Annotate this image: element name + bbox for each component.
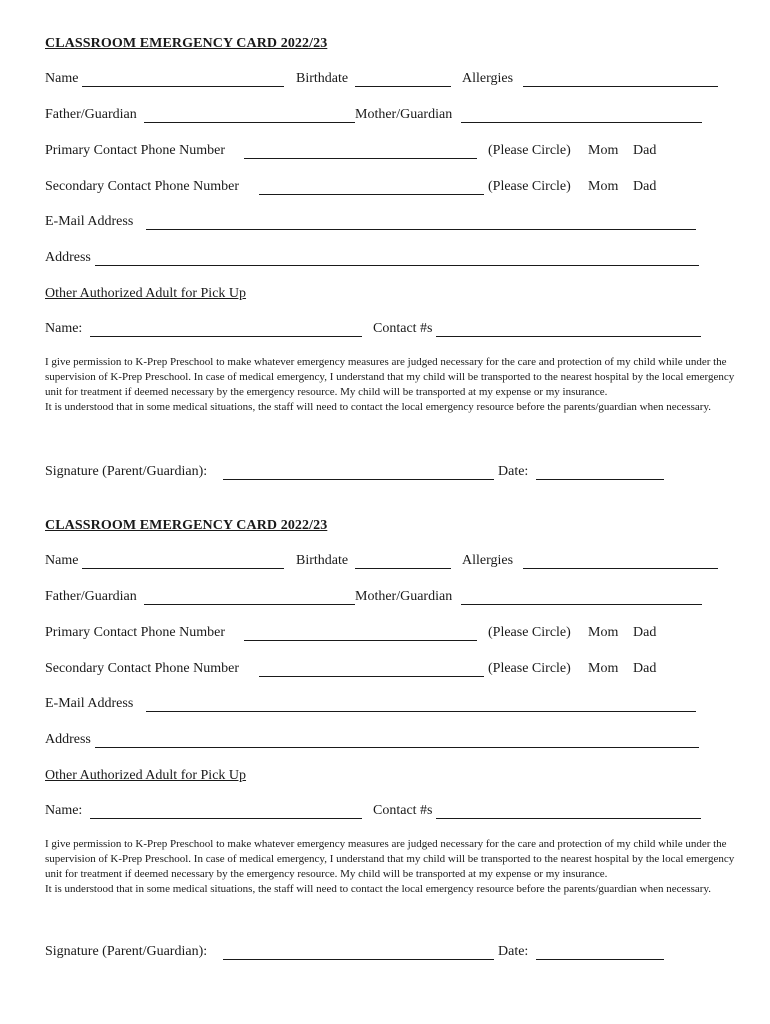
birthdate-field[interactable] [355,86,451,87]
name-label: Name [45,71,79,86]
mom-option[interactable]: Mom [588,179,619,194]
date-field[interactable] [536,959,664,960]
email-field[interactable] [146,229,696,230]
address-label: Address [45,732,91,747]
secondary-phone-row [45,179,735,197]
date-label: Date: [498,464,529,479]
pickup-name-field[interactable] [90,818,362,819]
address-field[interactable] [95,265,699,266]
contact-label: Contact #s [373,803,433,818]
email-label: E-Mail Address [45,696,134,711]
signature-row [45,464,735,482]
mother-guardian-field[interactable] [461,604,702,605]
pickup-name-field[interactable] [90,336,362,337]
name-label: Name [45,553,79,568]
secondary-phone-label: Secondary Contact Phone Number [45,179,240,194]
address-row [45,250,735,268]
signature-label: Signature (Parent/Guardian): [45,944,208,959]
mother-guardian-field[interactable] [461,122,702,123]
card-title: CLASSROOM EMERGENCY CARD 2022/23 [45,518,328,533]
primary-phone-label: Primary Contact Phone Number [45,143,226,158]
father-guardian-label: Father/Guardian [45,589,137,604]
father-guardian-label: Father/Guardian [45,107,137,122]
signature-field[interactable] [223,959,494,960]
please-circle-text: (Please Circle) [488,625,571,640]
card-title: CLASSROOM EMERGENCY CARD 2022/23 [45,36,328,51]
signature-row [45,944,735,962]
permission-paragraph [45,837,735,897]
mom-option[interactable]: Mom [588,143,619,158]
address-row [45,732,735,750]
email-label: E-Mail Address [45,214,134,229]
permission-paragraph [45,355,735,415]
date-label: Date: [498,944,529,959]
primary-phone-field[interactable] [244,158,477,159]
primary-phone-row [45,625,735,643]
primary-phone-label: Primary Contact Phone Number [45,625,226,640]
secondary-phone-field[interactable] [259,676,484,677]
understood-text: It is understood that in some medical situations, the staff will need to contact the local emergency resource before the parents/guardian when necessary. [45,401,711,413]
contact-field[interactable] [436,818,701,819]
secondary-phone-field[interactable] [259,194,484,195]
name-field[interactable] [82,568,284,569]
other-adult-heading: Other Authorized Adult for Pick Up [45,286,247,301]
name-birthdate-allergies-row [45,553,735,571]
address-label: Address [45,250,91,265]
contact-label: Contact #s [373,321,433,336]
allergies-field[interactable] [523,568,718,569]
please-circle-text: (Please Circle) [488,661,571,676]
allergies-field[interactable] [523,86,718,87]
dad-option[interactable]: Dad [633,661,657,676]
pickup-name-label: Name: [45,321,83,336]
father-guardian-field[interactable] [144,604,355,605]
dad-option[interactable]: Dad [633,625,657,640]
address-field[interactable] [95,747,699,748]
mom-option[interactable]: Mom [588,661,619,676]
name-birthdate-allergies-row [45,71,735,89]
birthdate-label: Birthdate [296,71,349,86]
email-field[interactable] [146,711,696,712]
guardians-row [45,107,735,125]
allergies-label: Allergies [462,71,514,86]
other-adult-heading: Other Authorized Adult for Pick Up [45,768,247,783]
signature-label: Signature (Parent/Guardian): [45,464,208,479]
allergies-label: Allergies [462,553,514,568]
date-field[interactable] [536,479,664,480]
guardians-row [45,589,735,607]
dad-option[interactable]: Dad [633,143,657,158]
mother-guardian-label: Mother/Guardian [355,107,453,122]
birthdate-field[interactable] [355,568,451,569]
dad-option[interactable]: Dad [633,179,657,194]
mother-guardian-label: Mother/Guardian [355,589,453,604]
understood-text: It is understood that in some medical situations, the staff will need to contact the local emergency resource before the parents/guardian when necessary. [45,883,711,895]
permission-text: I give permission to K-Prep Preschool to make whatever emergency measures are judged necessary for the care and protection of my child while under the supervision of K-Prep Preschool. In case of medical emergency, I understand that my child will be transported to the nearest hospital by the local emergency unit for treatment if deemed necessary by the emergency resource. My child will be transported at my expense or my insurance. [45,838,735,880]
primary-phone-field[interactable] [244,640,477,641]
email-row [45,696,735,714]
name-field[interactable] [82,86,284,87]
permission-text: I give permission to K-Prep Preschool to make whatever emergency measures are judged necessary for the care and protection of my child while under the supervision of K-Prep Preschool. In case of medical emergency, I understand that my child will be transported to the nearest hospital by the local emergency unit for treatment if deemed necessary by the emergency resource. My child will be transported at my expense or my insurance. [45,356,735,398]
mom-option[interactable]: Mom [588,625,619,640]
birthdate-label: Birthdate [296,553,349,568]
email-row [45,214,735,232]
pickup-name-label: Name: [45,803,83,818]
pickup-row [45,803,735,821]
please-circle-text: (Please Circle) [488,179,571,194]
contact-field[interactable] [436,336,701,337]
pickup-row [45,321,735,339]
secondary-phone-row [45,661,735,679]
father-guardian-field[interactable] [144,122,355,123]
signature-field[interactable] [223,479,494,480]
primary-phone-row [45,143,735,161]
please-circle-text: (Please Circle) [488,143,571,158]
secondary-phone-label: Secondary Contact Phone Number [45,661,240,676]
